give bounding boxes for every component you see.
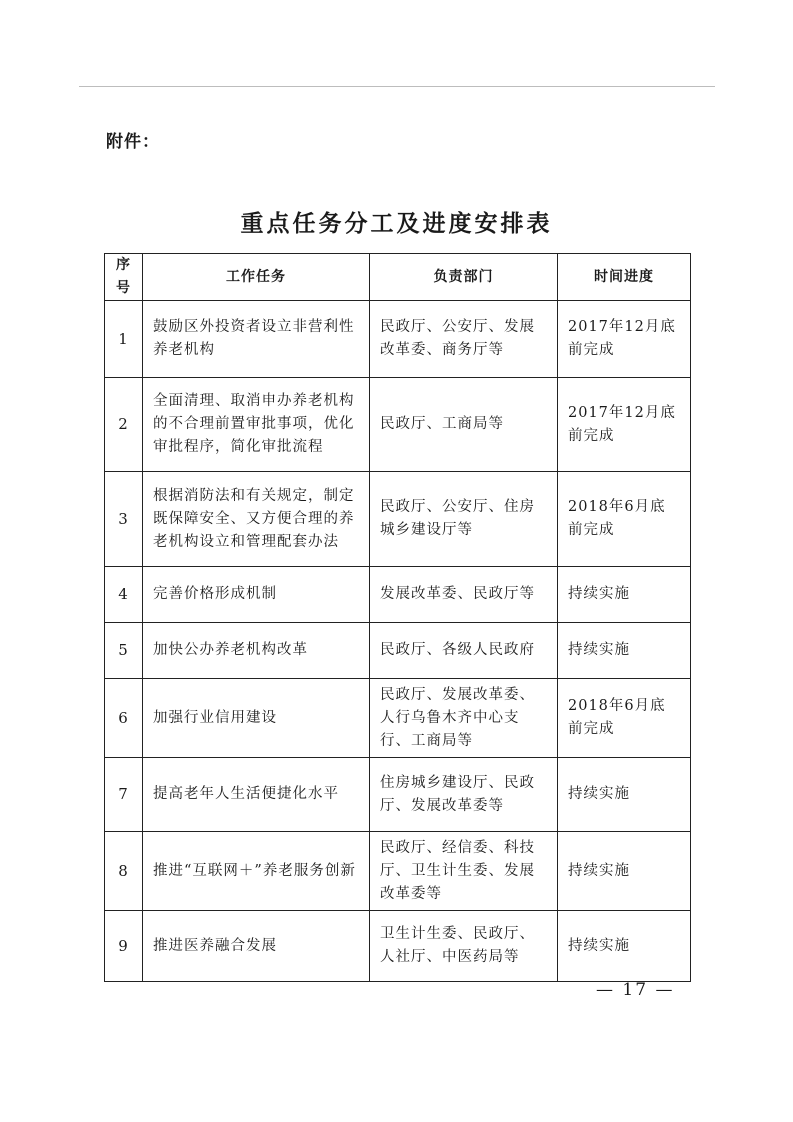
row-department: 民政厅、经信委、科技厅、卫生计生委、发展改革委等 [370, 832, 558, 911]
row-schedule: 持续实施 [558, 623, 691, 679]
table-row [105, 623, 691, 679]
document-title: 重点任务分工及进度安排表 [240, 210, 553, 237]
table-row [105, 378, 691, 472]
row-schedule: 持续实施 [558, 832, 691, 911]
page-number: — 17 — [596, 980, 675, 1000]
table-row [105, 301, 691, 378]
table-row [105, 567, 691, 623]
row-task: 鼓励区外投资者设立非营利性养老机构 [143, 301, 370, 378]
header-task: 工作任务 [143, 254, 370, 301]
table-row [105, 911, 691, 982]
row-index: 3 [105, 472, 143, 567]
row-department: 民政厅、各级人民政府 [370, 623, 558, 679]
row-index: 1 [105, 301, 143, 378]
table-row [105, 758, 691, 832]
row-task: 根据消防法和有关规定，制定既保障安全、又方便合理的养老机构设立和管理配套办法 [143, 472, 370, 567]
row-schedule: 持续实施 [558, 758, 691, 832]
header-rule [79, 86, 715, 87]
row-task: 加强行业信用建设 [143, 679, 370, 758]
row-task: 提高老年人生活便捷化水平 [143, 758, 370, 832]
table-header-row [105, 254, 691, 301]
table-row [105, 679, 691, 758]
row-department: 民政厅、公安厅、住房城乡建设厅等 [370, 472, 558, 567]
task-table [104, 253, 691, 982]
table-row [105, 832, 691, 911]
row-index: 7 [105, 758, 143, 832]
header-index: 序号 [105, 254, 143, 301]
row-task: 推进“互联网＋”养老服务创新 [143, 832, 370, 911]
row-department: 民政厅、工商局等 [370, 378, 558, 472]
row-department: 住房城乡建设厅、民政厅、发展改革委等 [370, 758, 558, 832]
row-task: 推进医养融合发展 [143, 911, 370, 982]
row-schedule: 持续实施 [558, 911, 691, 982]
row-department: 发展改革委、民政厅等 [370, 567, 558, 623]
table-row [105, 472, 691, 567]
row-schedule: 2017年12月底前完成 [558, 378, 691, 472]
row-schedule: 持续实施 [558, 567, 691, 623]
attachment-label: 附件： [106, 132, 160, 152]
row-index: 4 [105, 567, 143, 623]
row-index: 5 [105, 623, 143, 679]
row-index: 9 [105, 911, 143, 982]
row-task: 加快公办养老机构改革 [143, 623, 370, 679]
row-department: 民政厅、发展改革委、人行乌鲁木齐中心支行、工商局等 [370, 679, 558, 758]
row-schedule: 2017年12月底前完成 [558, 301, 691, 378]
row-department: 民政厅、公安厅、发展改革委、商务厅等 [370, 301, 558, 378]
row-task: 全面清理、取消申办养老机构的不合理前置审批事项，优化审批程序，简化审批流程 [143, 378, 370, 472]
row-schedule: 2018年6月底前完成 [558, 679, 691, 758]
header-department: 负责部门 [370, 254, 558, 301]
row-index: 6 [105, 679, 143, 758]
row-index: 2 [105, 378, 143, 472]
row-schedule: 2018年6月底前完成 [558, 472, 691, 567]
row-index: 8 [105, 832, 143, 911]
row-task: 完善价格形成机制 [143, 567, 370, 623]
header-schedule: 时间进度 [558, 254, 691, 301]
row-department: 卫生计生委、民政厅、人社厅、中医药局等 [370, 911, 558, 982]
